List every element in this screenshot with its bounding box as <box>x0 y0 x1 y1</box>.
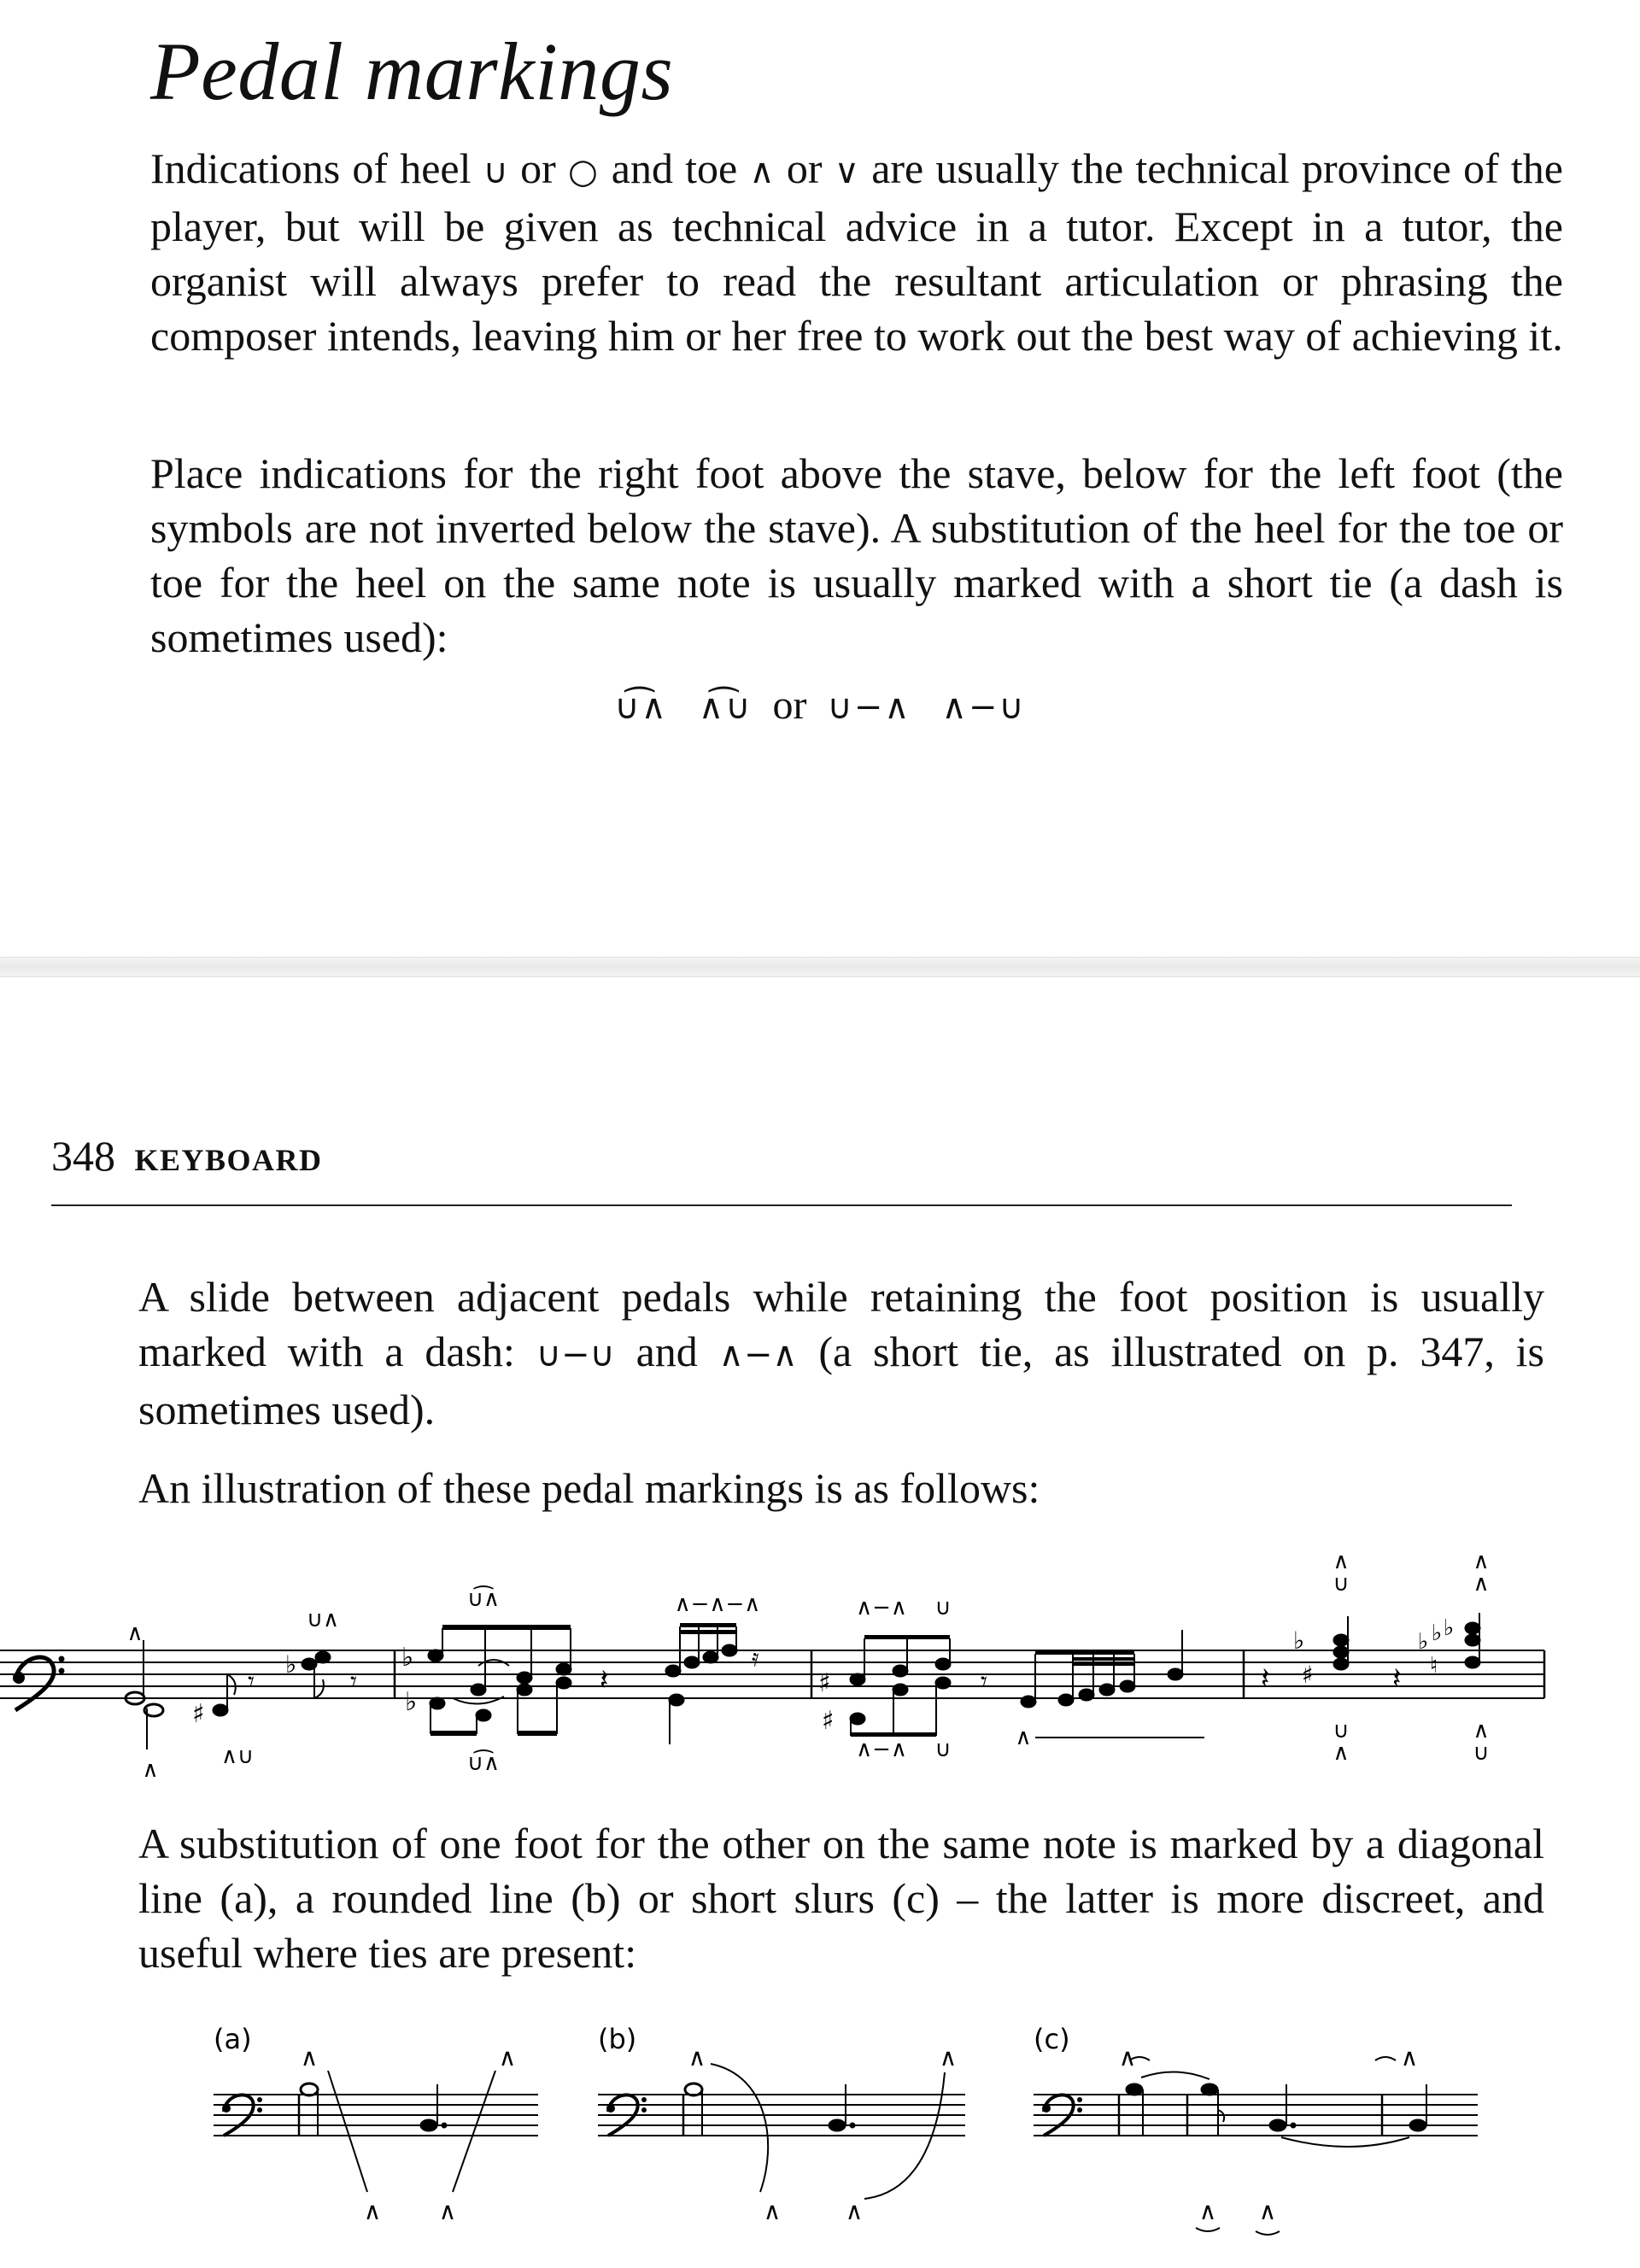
mark-toe: ∧ <box>142 1757 159 1777</box>
example-a-notes <box>299 2071 495 2192</box>
paragraph-slide <box>138 1269 1544 1437</box>
paragraph-illustration-intro: An illustration of these pedal markings is as follows: <box>138 1464 1040 1512</box>
mark-heel: ∪ <box>1332 1718 1350 1743</box>
section-heading: Pedal markings <box>150 26 674 117</box>
rest-icon: 𝄽 <box>1392 1661 1402 1696</box>
mark-toe: ∧ <box>1473 1718 1490 1743</box>
text-run: are usually the technical province of the player, but will be given as technical advice in a tutor. Except in a tutor, the organist will always prefer to read the resultant articulation or phrasing the composer intends, leaving him or her free to work out the best way of achieving it. <box>150 144 1563 360</box>
mark-toe: ∧ <box>1332 1740 1350 1766</box>
toe-alt-symbol: ∨ <box>834 152 860 191</box>
mark-heel: ∪ <box>1332 1571 1350 1597</box>
or-word: or <box>772 683 807 728</box>
mark-heel-toe-tie: ∪͡∧ <box>466 1586 501 1612</box>
mark-toe: ∧ <box>1400 2043 1419 2072</box>
text-run: and <box>614 1327 719 1375</box>
tie-heel-toe: ∪͡∧ <box>614 688 668 727</box>
mark-toe: ∧ <box>763 2197 782 2225</box>
mark-toe: ∧ <box>1473 1571 1490 1597</box>
text-run: Indications of heel <box>150 144 483 192</box>
mark-toe-slide: ∧−∧ <box>856 1595 907 1620</box>
rest-icon: 𝄾 <box>350 1667 357 1697</box>
natural-icon: ♮ <box>1430 1653 1438 1679</box>
mark-toe: ∧ <box>688 2043 706 2072</box>
text-run: A slide between adjacent pedals while retaining the foot position is usually marked with a dash: <box>138 1273 1544 1375</box>
mark-toe: ∧ <box>1258 2197 1277 2225</box>
mark-toe: ∧ <box>939 2043 958 2072</box>
mark-toe: ∧ <box>363 2197 382 2225</box>
toe-symbol: ∧ <box>749 152 775 191</box>
running-title: KEYBOARD <box>134 1143 323 1177</box>
measure-4-notes <box>1261 1613 1480 1696</box>
sharp-icon: ♯ <box>192 1699 205 1729</box>
sharp-icon: ♯ <box>1302 1661 1314 1689</box>
bass-clef-icon <box>13 1656 65 1711</box>
flat-icon: ♭ <box>1418 1629 1429 1655</box>
mark-toe: ∧ <box>498 2043 517 2072</box>
text-run: and toe <box>599 144 750 192</box>
measure-3-notes <box>665 1623 1204 1744</box>
text-run: or <box>507 144 568 192</box>
dash-heel-toe: ∪−∧ <box>827 688 911 727</box>
tie-toe-heel: ∧͡∪ <box>698 688 753 727</box>
flat-icon: ♭ <box>285 1650 297 1679</box>
flat-icon: ♭ <box>1293 1626 1305 1655</box>
paragraph-substitution: A substitution of one foot for the other on the same note is marked by a diagonal line (a), a rounded line (b) or short slurs (c) – the latter is more discreet, and useful where ties are present: <box>138 1820 1544 1977</box>
mark-heel-toe-tie: ∪͡∧ <box>466 1750 501 1776</box>
mark-toe: ∧ <box>438 2197 457 2225</box>
heel-alt-symbol: ○ <box>567 152 600 191</box>
example-b-notes <box>683 2064 945 2199</box>
sharp-icon: ♯ <box>818 1668 831 1698</box>
dash-toe-heel: ∧−∪ <box>941 688 1026 727</box>
rest-icon: 𝄽 <box>1261 1661 1270 1696</box>
sharp-icon: ♯ <box>822 1706 835 1736</box>
mark-heel: ∪ <box>934 1595 952 1620</box>
heel-slide-symbol: ∪−∪ <box>536 1335 615 1374</box>
substitution-examples <box>0 2016 1640 2264</box>
flat-icon: ♭ <box>1444 1615 1455 1641</box>
text-run: (a short tie, as illustrated on p. 347, is sometimes used). <box>138 1327 1544 1433</box>
flat-icon: ♭ <box>405 1687 418 1717</box>
example-pedal-marks <box>301 2043 1419 2225</box>
text-run: or <box>774 144 835 192</box>
mark-toe-slide: ∧−∧ <box>856 1737 907 1762</box>
rest-icon: 𝄾 <box>981 1667 987 1697</box>
mark-toe: ∧ <box>1473 1549 1490 1574</box>
page-number: 348 <box>51 1132 115 1180</box>
mark-heel: ∪ <box>1473 1740 1490 1766</box>
flat-icon: ♭ <box>1432 1620 1443 1646</box>
mark-toe: ∧ <box>845 2197 864 2225</box>
label-a: (a) <box>214 2023 252 2055</box>
mark-toe-slides: ∧−∧−∧ <box>674 1591 761 1617</box>
measure-1-notes <box>126 1640 357 1749</box>
mark-heel: ∪ <box>934 1737 952 1762</box>
rest-icon: 𝄽 <box>600 1663 609 1697</box>
mark-toe: ∧ <box>1118 2043 1137 2072</box>
label-c: (c) <box>1034 2023 1070 2055</box>
header-rule <box>51 1204 1512 1206</box>
paragraph-placement: Place indications for the right foot above the stave, below for the left foot (the symbols are not inverted below the stave). A substitution of the heel for the toe or toe for the heel on the same note is usually marked with a short tie (a dash is sometimes used): <box>150 449 1563 661</box>
toe-slide-symbol: ∧−∧ <box>718 1335 798 1374</box>
flat-icon: ♭ <box>401 1643 414 1673</box>
mark-toe: ∧ <box>126 1620 144 1646</box>
running-head <box>51 1131 323 1181</box>
measure-2-notes <box>401 1625 608 1736</box>
pedal-marking-example <box>0 1521 1640 1777</box>
mark-heel-toe: ∪∧ <box>306 1607 340 1632</box>
label-b: (b) <box>598 2023 637 2055</box>
mark-toe-heel: ∧∪ <box>220 1743 255 1769</box>
mark-toe: ∧ <box>300 2043 319 2072</box>
mark-toe: ∧ <box>1198 2197 1217 2225</box>
rest-icon: 𝄾 <box>248 1667 255 1697</box>
rest-icon: 𝄿 <box>752 1644 759 1672</box>
mark-toe: ∧ <box>1332 1549 1350 1574</box>
mark-toe: ∧ <box>1015 1725 1032 1750</box>
heel-symbol: ∪ <box>483 152 508 191</box>
